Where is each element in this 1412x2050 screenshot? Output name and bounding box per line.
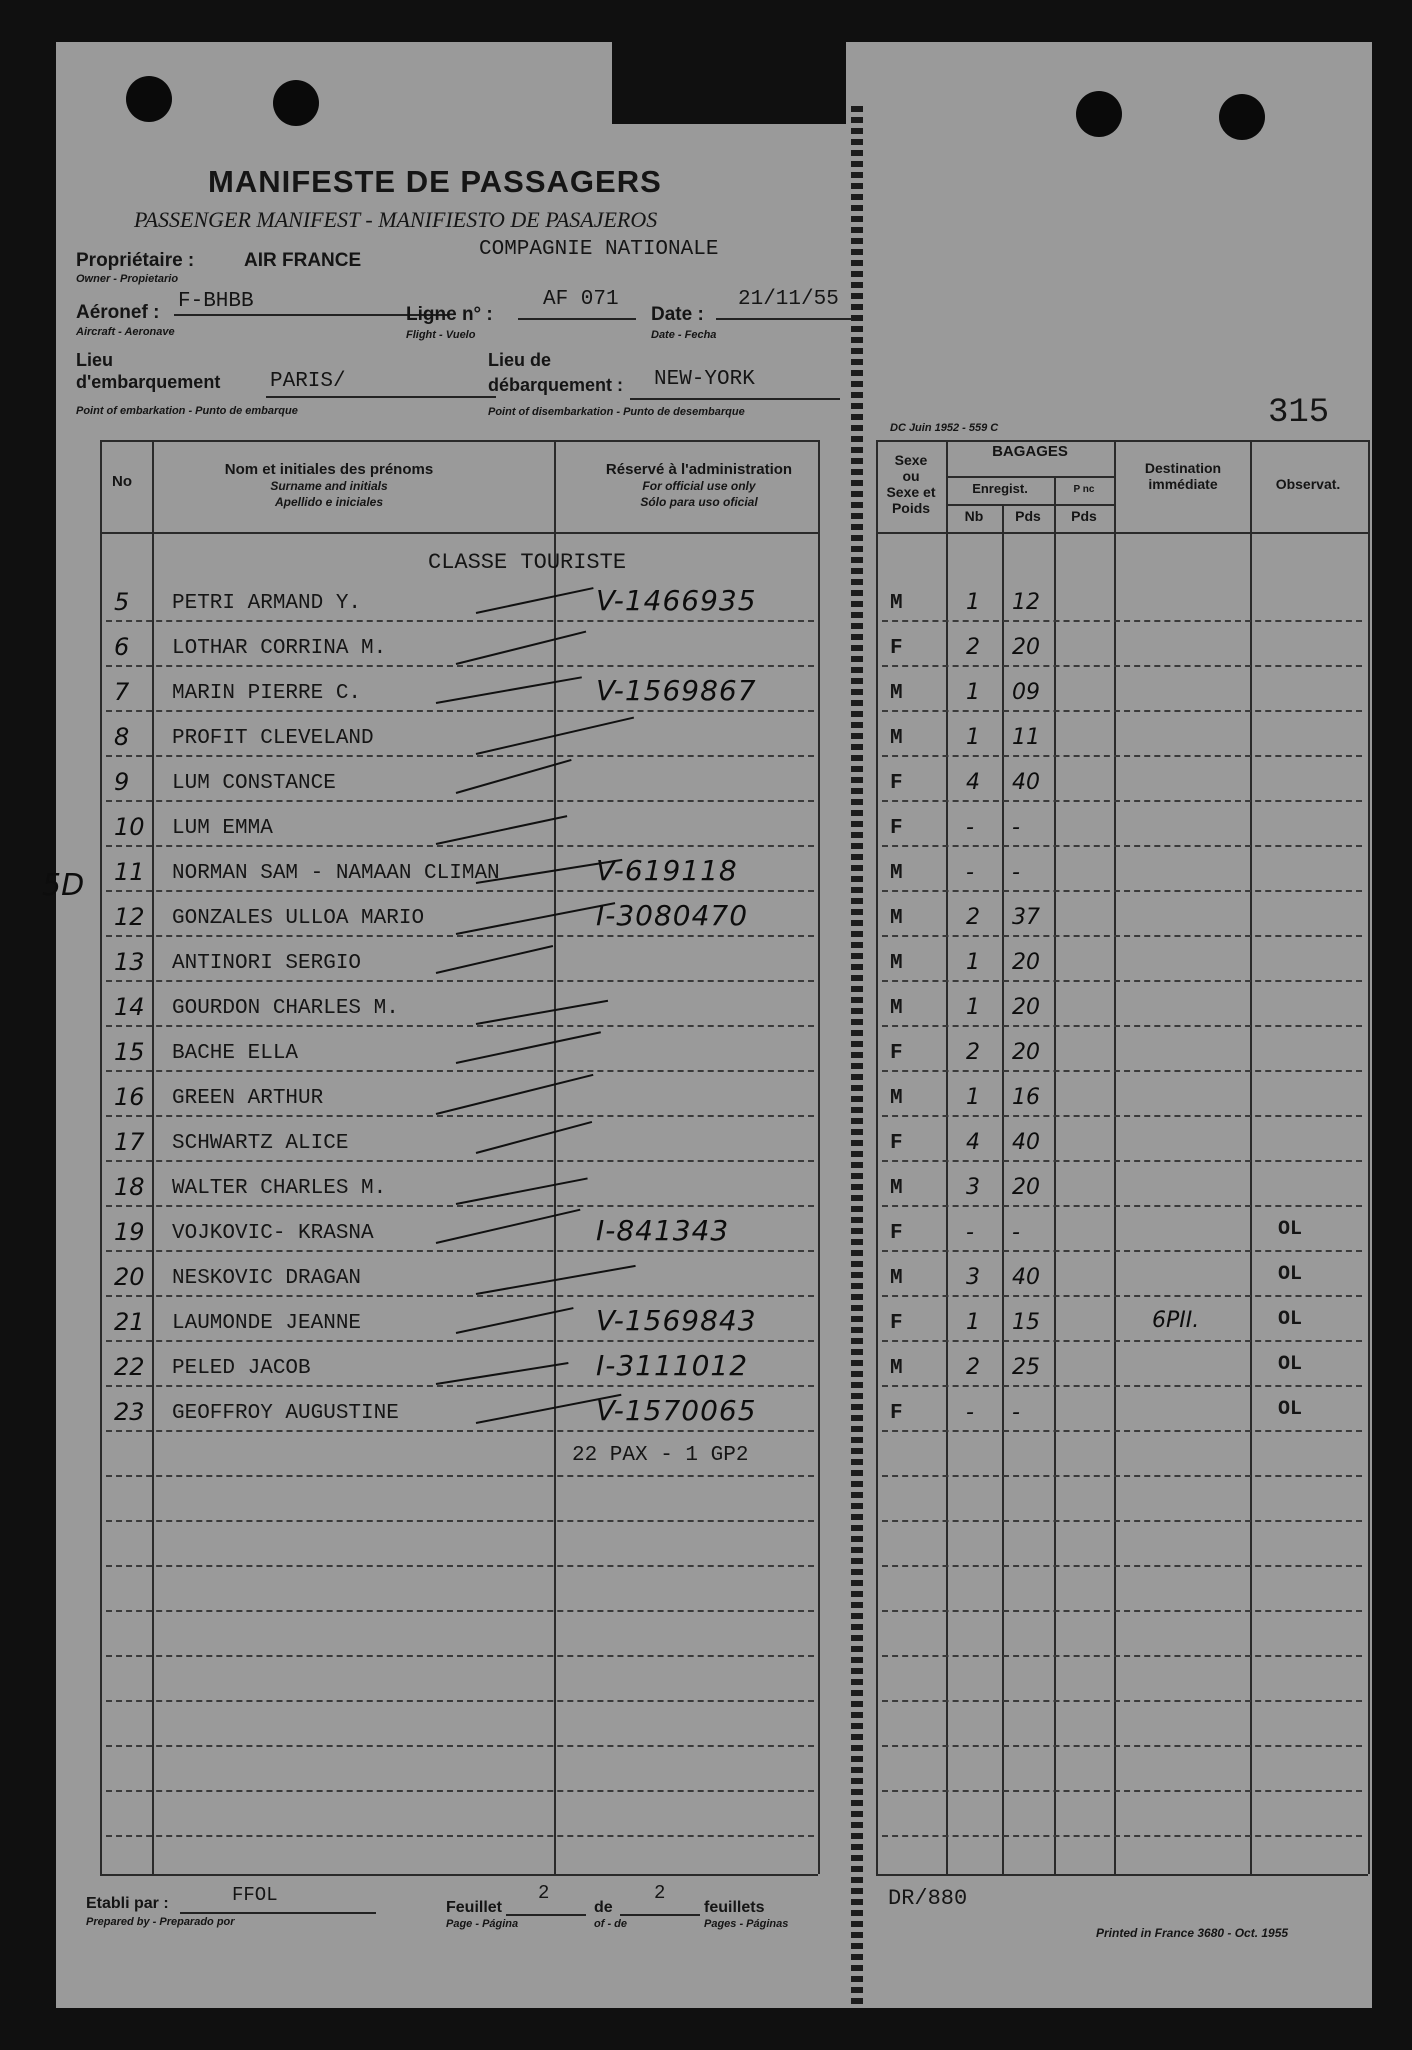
passenger-number: 11 [114, 858, 145, 886]
check-stroke [456, 759, 572, 794]
passenger-sex: F [890, 1402, 903, 1425]
baggage-count: 1 [966, 680, 980, 705]
admin-reference: I-3111012 [596, 1349, 749, 1382]
embark-label-1: Lieu [76, 350, 114, 370]
printed-note: Printed in France 3680 - Oct. 1955 [1096, 1926, 1289, 1940]
sheet-number: 315 [1268, 394, 1330, 432]
col-name-fr: Nom et initiales des prénoms [224, 461, 434, 478]
row-guide [106, 1610, 814, 1612]
passenger-row [56, 627, 1372, 672]
baggage-weight: - [1012, 1220, 1020, 1245]
row-guide [106, 1655, 814, 1657]
col-sex-1: Sexe [894, 452, 928, 468]
check-stroke [476, 717, 634, 755]
embark-sub: Point of embarkation - Punto de embarque [76, 405, 298, 417]
table-bottom-border [876, 1874, 1368, 1876]
destination: 6PII. [1152, 1308, 1200, 1333]
baggage-weight: 40 [1012, 1265, 1040, 1290]
observation: OL [1278, 1263, 1303, 1286]
col-dest-2: immédiate [1148, 476, 1218, 492]
passenger-row [56, 1392, 1372, 1437]
passenger-number: 22 [114, 1353, 145, 1381]
baggage-weight: 09 [1012, 680, 1040, 705]
prepared-sub: Prepared by - Preparado por [86, 1916, 235, 1928]
passenger-sex: M [890, 682, 903, 705]
passenger-number: 10 [114, 813, 145, 841]
col-name-es: Apellido e iniciales [274, 495, 384, 509]
passenger-name: VOJKOVIC- KRASNA [172, 1222, 374, 1245]
check-stroke [436, 1209, 581, 1244]
baggage-weight: 15 [1012, 1310, 1040, 1335]
of-underline [620, 1914, 700, 1916]
check-stroke [436, 1362, 569, 1385]
check-stroke [456, 631, 587, 665]
passenger-row [56, 987, 1372, 1032]
row-guide [882, 1565, 1362, 1567]
observation: OL [1278, 1218, 1303, 1241]
owner-label: Propriétaire : [76, 250, 195, 271]
col-sex-3: Sexe et [886, 484, 936, 500]
observation: OL [1278, 1308, 1303, 1331]
passenger-number: 14 [114, 993, 145, 1021]
header-bottom-border [876, 532, 1368, 534]
of-label: de [594, 1899, 613, 1916]
flight-sub: Flight - Vuelo [406, 329, 476, 341]
baggage-weight: 20 [1012, 995, 1040, 1020]
baggage-divider [946, 476, 1114, 478]
passenger-sex: M [890, 1267, 903, 1290]
admin-reference: I-3080470 [596, 899, 749, 932]
passenger-row [56, 672, 1372, 717]
disembark-underline [630, 398, 840, 400]
baggage-weight: 16 [1012, 1085, 1040, 1110]
passenger-number: 17 [114, 1128, 145, 1156]
passenger-name: BACHE ELLA [172, 1042, 299, 1065]
col-no: No [112, 473, 132, 490]
row-guide [106, 1565, 814, 1567]
row-guide [882, 1790, 1362, 1792]
row-guide [882, 1835, 1362, 1837]
owner-sub: Owner - Propietario [76, 273, 179, 285]
row-guide [106, 1835, 814, 1837]
baggage-count: - [966, 860, 974, 885]
row-guide [106, 1700, 814, 1702]
passenger-name: MARIN PIERRE C. [172, 682, 362, 705]
col-name [152, 462, 506, 510]
disembark-value: NEW-YORK [654, 368, 755, 391]
owner-typed: COMPAGNIE NATIONALE [479, 238, 719, 261]
passenger-number: 23 [114, 1398, 145, 1426]
passenger-sex: M [890, 1087, 903, 1110]
passenger-sex: M [890, 1177, 903, 1200]
table-bottom-border [100, 1874, 818, 1876]
passenger-sex: F [890, 772, 903, 795]
baggage-count: - [966, 1220, 974, 1245]
observation: OL [1278, 1398, 1303, 1421]
baggage-count: 2 [966, 1355, 980, 1380]
table-top-border [876, 440, 1368, 442]
date-sub: Date - Fecha [651, 329, 717, 341]
passenger-sex: M [890, 997, 903, 1020]
section-label: CLASSE TOURISTE [428, 550, 627, 575]
page-subtitle: PASSENGER MANIFEST - MANIFIESTO DE PASAJEROS [134, 207, 658, 232]
col-free-pds: Pds [1071, 508, 1097, 524]
embark-label-2: d'embarquement [76, 372, 221, 392]
passenger-number: 16 [114, 1083, 145, 1111]
col-nb: Nb [964, 508, 984, 524]
passenger-name: NESKOVIC DRAGAN [172, 1267, 362, 1290]
admin-reference: V-1569843 [596, 1304, 757, 1337]
passenger-sex: F [890, 637, 903, 660]
passenger-row [56, 897, 1372, 942]
passenger-number: 12 [114, 903, 145, 931]
baggage-count: 1 [966, 725, 980, 750]
manifest-sheet [42, 42, 1372, 2008]
check-stroke [436, 945, 553, 974]
sheet-underline [506, 1914, 586, 1916]
baggage-count: 2 [966, 905, 980, 930]
aircraft-label: Aéronef : [76, 302, 160, 323]
admin-reference: V-1569867 [596, 674, 757, 707]
prepared-label: Etabli par : [86, 1895, 169, 1912]
row-guide [106, 1520, 814, 1522]
baggage-count: 2 [966, 1040, 980, 1065]
passenger-sex: F [890, 1042, 903, 1065]
passenger-sex: M [890, 727, 903, 750]
row-guide [882, 1610, 1362, 1612]
col-sex [878, 452, 944, 516]
punch-hole [1219, 94, 1265, 140]
disembark-sub: Point of disembarkation - Punto de desembarque [488, 406, 745, 418]
passenger-name: PROFIT CLEVELAND [172, 727, 374, 750]
of-sub: of - de [594, 1918, 627, 1930]
baggage-weight: 20 [1012, 1040, 1040, 1065]
sheet-sub: Page - Página [446, 1918, 519, 1930]
col-registered: Enregist. [972, 481, 1028, 496]
passenger-number: 19 [114, 1218, 145, 1246]
col-name-en: Surname and initials [270, 479, 388, 493]
of-value: 2 [654, 1882, 666, 1904]
passenger-row [56, 1122, 1372, 1167]
check-stroke [436, 676, 582, 704]
passenger-name: LUM EMMA [172, 817, 273, 840]
passenger-row [56, 582, 1372, 627]
row-guide [882, 1520, 1362, 1522]
baggage-count: 3 [966, 1265, 980, 1290]
row-guide [882, 1700, 1362, 1702]
passenger-sex: F [890, 1222, 903, 1245]
flight-label: Ligne n° : [406, 304, 493, 325]
date-value: 21/11/55 [738, 288, 839, 311]
passenger-number: 21 [114, 1308, 145, 1336]
col-destination [1116, 460, 1250, 492]
passenger-sex: M [890, 592, 903, 615]
passenger-row [56, 1032, 1372, 1077]
passenger-number: 15 [114, 1038, 145, 1066]
passenger-name: GOURDON CHARLES M. [172, 997, 399, 1020]
passenger-sex: F [890, 1312, 903, 1335]
admin-reference: V-1570065 [596, 1394, 757, 1427]
aircraft-sub: Aircraft - Aeronave [76, 326, 175, 338]
baggage-weight: - [1012, 1400, 1020, 1425]
sheet-value: 2 [538, 1882, 550, 1904]
row-guide [106, 1745, 814, 1747]
admin-reference: V-1466935 [596, 584, 757, 617]
passenger-row [56, 1302, 1372, 1347]
check-stroke [476, 587, 594, 614]
check-stroke [436, 815, 567, 845]
check-stroke [456, 902, 615, 935]
col-baggage: BAGAGES [992, 443, 1068, 460]
passenger-name: GEOFFROY AUGUSTINE [172, 1402, 399, 1425]
passenger-sex: M [890, 907, 903, 930]
baggage-count: - [966, 1400, 974, 1425]
baggage-weight: 40 [1012, 770, 1040, 795]
passenger-name: WALTER CHARLES M. [172, 1177, 387, 1200]
check-stroke [456, 1307, 574, 1334]
passenger-name: GONZALES ULLOA MARIO [172, 907, 425, 930]
check-stroke [456, 1177, 588, 1205]
passenger-row [56, 1347, 1372, 1392]
passenger-sex: M [890, 1357, 903, 1380]
passenger-sex: F [890, 817, 903, 840]
passenger-number: 18 [114, 1173, 145, 1201]
check-stroke [476, 1121, 592, 1154]
baggage-count: 1 [966, 950, 980, 975]
passenger-number: 7 [114, 678, 130, 706]
col-sex-2: ou [902, 468, 920, 484]
baggage-weight: 25 [1012, 1355, 1040, 1380]
check-stroke [476, 1265, 636, 1295]
baggage-count: 2 [966, 635, 980, 660]
passenger-row [56, 762, 1372, 807]
passenger-row [56, 717, 1372, 762]
passenger-row [56, 1167, 1372, 1212]
passenger-number: 20 [114, 1263, 145, 1291]
row-guide [106, 1475, 814, 1477]
passenger-name: LOTHAR CORRINA M. [172, 637, 387, 660]
date-underline [716, 318, 852, 320]
admin-reference: I-841343 [596, 1214, 730, 1247]
sheet-notch [612, 42, 846, 124]
col-admin-es: Sólo para uso oficial [640, 495, 758, 509]
passenger-row [56, 807, 1372, 852]
prepared-underline [180, 1912, 376, 1914]
passenger-name: GREEN ARTHUR [172, 1087, 324, 1110]
baggage-count: 4 [966, 770, 980, 795]
baggage-weight: 20 [1012, 635, 1040, 660]
passenger-name: PELED JACOB [172, 1357, 311, 1380]
date-label: Date : [651, 304, 704, 325]
embark-value: PARIS/ [270, 370, 346, 393]
total-summary: 22 PAX - 1 GP2 [572, 1444, 749, 1467]
check-stroke [476, 1000, 608, 1025]
passenger-number: 6 [114, 633, 130, 661]
passenger-name: PETRI ARMAND Y. [172, 592, 362, 615]
passenger-number: 9 [114, 768, 130, 796]
baggage-weight: 20 [1012, 1175, 1040, 1200]
baggage-weight: 12 [1012, 590, 1040, 615]
baggage-count: 4 [966, 1130, 980, 1155]
disembark-label-1: Lieu de [488, 350, 552, 370]
passenger-name: ANTINORI SERGIO [172, 952, 362, 975]
baggage-weight: - [1012, 860, 1020, 885]
page-title: MANIFESTE DE PASSAGERS [208, 164, 662, 199]
margin-note: 5D [42, 868, 85, 903]
baggage-count: 1 [966, 995, 980, 1020]
aircraft-value: F-BHBB [178, 290, 254, 313]
table-top-border [100, 440, 818, 442]
passenger-name: NORMAN SAM - NAMAAN CLIMAN [172, 862, 500, 885]
punch-hole [126, 76, 172, 122]
baggage-count: 1 [966, 590, 980, 615]
passenger-row [56, 942, 1372, 987]
row-guide [882, 1745, 1362, 1747]
passenger-number: 8 [114, 723, 130, 751]
punch-hole [1076, 91, 1122, 137]
observation: OL [1278, 1353, 1303, 1376]
passenger-number: 5 [114, 588, 130, 616]
flight-underline [518, 318, 636, 320]
baggage-weight: 37 [1012, 905, 1040, 930]
passenger-row [56, 1077, 1372, 1122]
baggage-weight: 11 [1012, 725, 1040, 750]
passenger-number: 13 [114, 948, 145, 976]
passenger-row [56, 852, 1372, 897]
form-code: DC Juin 1952 - 559 C [890, 422, 999, 434]
row-guide [106, 1790, 814, 1792]
col-pds: Pds [1015, 508, 1041, 524]
baggage-weight: 20 [1012, 950, 1040, 975]
row-guide [882, 1655, 1362, 1657]
baggage-count: 1 [966, 1085, 980, 1110]
passenger-row [56, 1257, 1372, 1302]
col-dest-1: Destination [1144, 460, 1222, 476]
col-admin-en: For official use only [642, 479, 756, 493]
punch-hole [273, 80, 319, 126]
passenger-name: LAUMONDE JEANNE [172, 1312, 362, 1335]
owner-value: AIR FRANCE [244, 250, 362, 271]
col-free: P nc [1073, 484, 1095, 495]
baggage-count: - [966, 815, 974, 840]
embark-underline [266, 396, 496, 398]
sheets-sub: Pages - Páginas [704, 1918, 789, 1930]
baggage-weight: 40 [1012, 1130, 1040, 1155]
passenger-sex: M [890, 862, 903, 885]
col-observations: Observat. [1275, 476, 1341, 492]
header-bottom-border [100, 532, 818, 534]
passenger-row [56, 1212, 1372, 1257]
baggage-count: 3 [966, 1175, 980, 1200]
reference-code: DR/880 [888, 1886, 968, 1911]
sheet-label: Feuillet [446, 1899, 503, 1916]
row-guide [882, 1475, 1362, 1477]
col-sex-4: Poids [891, 500, 931, 516]
passenger-name: SCHWARTZ ALICE [172, 1132, 349, 1155]
check-stroke [456, 1031, 601, 1064]
check-stroke [436, 1074, 594, 1115]
passenger-sex: M [890, 952, 903, 975]
baggage-weight: - [1012, 815, 1020, 840]
passenger-name: LUM CONSTANCE [172, 772, 336, 795]
passenger-sex: F [890, 1132, 903, 1155]
disembark-label-2: débarquement : [488, 375, 624, 395]
col-admin-fr: Réservé à l'administration [605, 461, 793, 478]
baggage-count: 1 [966, 1310, 980, 1335]
flight-value: AF 071 [543, 288, 619, 311]
col-admin [554, 462, 844, 510]
sheets-label: feuillets [704, 1899, 765, 1916]
admin-reference: V-619118 [596, 854, 738, 887]
registered-divider [946, 504, 1114, 506]
prepared-value: FFOL [232, 1884, 278, 1906]
